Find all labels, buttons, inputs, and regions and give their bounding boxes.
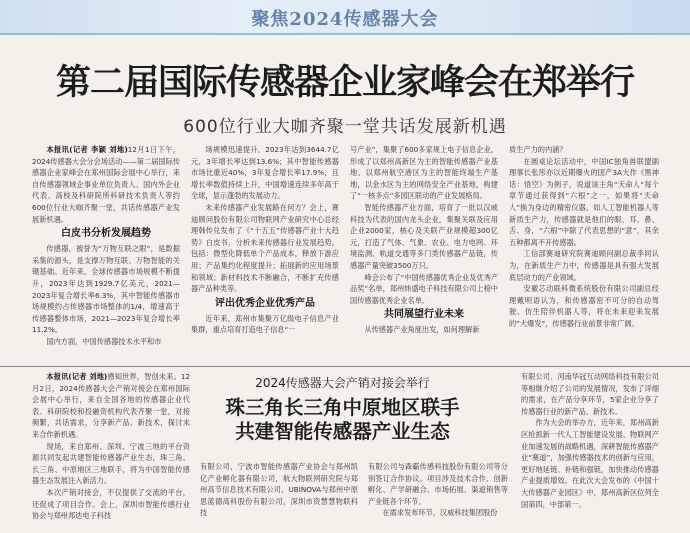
- article2-paragraph: 有限公司与森霸传感科技股份有限公司等分别签订合作协议。项目涉及技术合作、创新孵化、产学研融合、市场拓展、渠道销售等产业链各个环节。: [368, 462, 508, 506]
- article1-byline: 本报讯(记者 李颖 刘地): [46, 145, 128, 154]
- article2-column-3: [368, 461, 508, 533]
- article1-paragraph: 场规模迅速提升，2023年达到3644.7亿元，3年增长率达到13.6%；其中智能传感器市场比重近40%，3年复合增长率17.9%，且增长率数值持续上升，中国增速连续多年高于全球，显示蓬勃的发展动力。: [191, 145, 339, 201]
- article1-paragraph: 工信部赛迪研究院赛迪顾问副总裁李同认为，在新质生产力中，传感器是具有强大发展底层动力的产业领域。: [509, 249, 659, 282]
- article1-column-4: [509, 144, 659, 364]
- article1-column-2: [191, 144, 339, 364]
- article1-section-heading-2: 评出优秀企业优秀产品: [215, 297, 315, 309]
- article1-paragraph: 未来传感器产业发展路在何方？会上，赛迪顾问股份有限公司物联网产业研究中心总经理韩传兑发布了《“十五五”传感器产业十大趋势》白皮书，分析未来传感器行业发展趋势，包括：微型化降低单个产品成本，释放下游应用；产品集约化程度提升；拓展新的应用场景和领域；新材料技术不断融合，不断扩充传感器产品种类等。: [191, 202, 339, 294]
- article2-byline: 本报讯(记者 刘地): [46, 372, 108, 381]
- article1-paragraph: 智能传感器产业方面，培育了一批以汉威科技为代表的国内龙头企业，集聚关联及应用企业2000家，核心及关联产业规模超300亿元，打造了气体、气象、农业、电力电网、环境监测、轨道交通等多门类传感器产品链，传感器产量突破3500万只。: [350, 202, 498, 270]
- article2-headline-line-2: 共建智能传感器产业生态: [235, 420, 450, 443]
- article2-headline: [200, 396, 485, 444]
- article2-paragraph: 有限公司、河南华冠互动网络科技有限公司等相继介绍了公司的发展情况，发布了详细的需求，在产品分享环节，5家企业分享了传感器行业的新产品、新技术。: [521, 372, 659, 416]
- article1-headline: 第二届国际传感器企业家峰会在郑举行: [55, 63, 634, 103]
- article2-column-2: [200, 461, 358, 533]
- article1-section-heading-3: 共同展望行业未来: [384, 309, 464, 321]
- article2-column-4: [521, 371, 659, 533]
- article1-column-3: [350, 144, 498, 364]
- article1-paragraph: 从传感器产业角度出发，如何理解新: [364, 325, 480, 335]
- article2-headline-line-1: 珠三角长三角中原地区联手: [225, 396, 460, 419]
- article1-paragraph: 在圆桌论坛活动中，中国IC独角兽联盟副理事长张彤亦以近期爆火的国产3A大作《黑神话：悟空》为例子，说道该主角“天命人“每个章节通过获得到“六根”之一，如果将“天命人”换为身边的精密仪器，如人工智能机器人等新质生产力，传感器就是他们的眼、耳、鼻、舌、身，“六根”中除了代表思想的“意”，其余五种都离不开传感器。: [509, 156, 659, 247]
- article2-paragraph: 本次产销对接会，不仅提供了交流的平台，还促成了项目合作。会上，深圳市智能传感行业协会与郑州邦达电子科技: [32, 487, 190, 521]
- article2-column-1: [32, 371, 190, 533]
- article-divider: [0, 366, 690, 367]
- article2-paragraph: 在需求发布环节，汉威科技集团股份: [382, 508, 498, 518]
- banner-divider: [0, 33, 690, 35]
- article1-paragraph: 峰会公布了“中国传感器优秀企业及优秀产品奖”名单，郑州炜盛电子科技有限公司上榜中国传感器优秀企业名单。: [350, 272, 498, 305]
- article2-paragraph: 作为大会的举办方，近年来，郑州高新区抢抓新一代人工智能建设发展、物联网产业加速发展的战略机遇，深耕智能传感器产业“赛道”，加强传感器技术的创新与应用，更好地延链、补链和强链，加快推动传感器产业提质增效。在此次大会发布的《中国十大传感器产业园区》中，郑州高新区位列全国第四，中部第一。: [521, 418, 659, 509]
- article1-section-heading-1: 白皮书分析发展趋势: [61, 228, 151, 240]
- article1-subhead: 600位行业大咖齐聚一堂共话发展新机遇: [183, 117, 507, 137]
- article2-paragraph: 现场，来自郑州、深圳、宁波三地的平台资源共同发起共建智能传感器产业生态，珠三角、长三角、中原地区三地联手，将为中国智能传感器生态发展注入新活力。: [32, 441, 190, 486]
- article1-paragraph: 国内方面，中国传感器技术水平和市: [46, 336, 162, 346]
- article2-kicker: 2024传感器大会产销对接会举行: [255, 376, 430, 390]
- article1-paragraph: 传感器，被誉为“万物互联之眼”，是数据采集的源头，是支撑万物互联、万物智能的关键基础。近年来，全球传感器市场规模不断提升，2023年达到1929.7亿美元，2021—2023年复合增长率6.3%，其中智能传感器市场规模约占传感器市场整体的1/4，增速高于传感器整体市场，2021—2023年复合增长率11.2%。: [32, 244, 180, 335]
- article1-lead-text: 12月1日下午，2024传感器大会分会场活动——第二届国际传感器企业家峰会在郑州国际会展中心举行，来自传感器领域企事业单位负责人、国内外企业代表、高校及科研院所科研技术负责人等约600位行业大咖齐聚一堂，共话传感器产业发展新机遇。: [32, 145, 180, 224]
- article1-paragraph: 安徽芯动联科微系统股份有限公司副总经理戴明语认为，和传感器密不可分的自动驾驶、仿生陪伴机器人等，将在未来迎来发展的“大爆发”，传感器行业前景非常广阔。: [509, 284, 659, 328]
- section-banner-title: 聚焦2024传感器大会: [251, 9, 439, 30]
- article1-column-1: [32, 144, 180, 364]
- article1-paragraph: 近年来，郑州市集聚万亿级电子信息产业集群，重点培育打造电子信息“一: [191, 313, 339, 335]
- article2-paragraph: 有限公司，宁波市智能传感器产业协会与郑州凯亿产业孵化器有限公司，航大物联网研究院与郑州高节信息技术有限公司，UBINOVA与郑州中原思蓝德高科股份有限公司，深圳市资慧慧物联科技: [200, 462, 358, 518]
- article1-paragraph: 号产业”，集聚了600多家规上电子信息企业，形成了以郑州高新区为主的智能传感器产业基地、以郑州航空港区为主的智能终端生产基地，以金水区为主的网络安全产业基地，构建了“一核多点”多园区联动的产业发展格局。: [350, 145, 498, 201]
- article2-lead-text: 感知世界，智创未来。12月2日，2024传感器大会产销对接会在郑州国际会展中心举行，来自全国各地的传感器企业代表、科研院校和投融资机构代表齐聚一堂，对接频繁，共话需求，分享新产品、新技术，探讨未来合作新机遇。: [32, 372, 190, 439]
- article1-paragraph: 质生产力的内涵？: [509, 145, 567, 154]
